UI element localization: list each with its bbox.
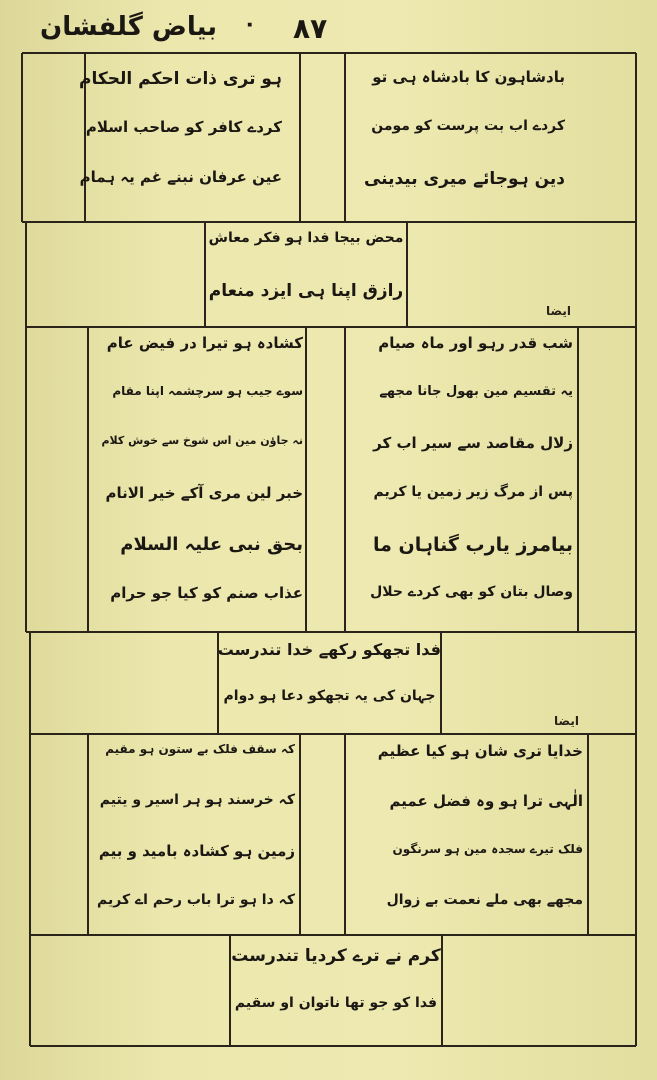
margin-note: ایضا xyxy=(554,714,579,728)
verse-line: وصال بتان کو بھی کردے حلال xyxy=(370,584,573,600)
verse-line: کہ خرسند ہو ہر اسیر و یتیم xyxy=(99,792,295,808)
verse-line: جہان کی یہ تجھکو دعا ہو دوام xyxy=(223,688,436,704)
verse-line: کردے اب بت پرست کو مومن xyxy=(371,118,565,134)
verse-line: بادشاہون کا بادشاہ ہی تو xyxy=(372,68,565,86)
verse-line: ہو تری ذات احکم الحکام xyxy=(79,69,282,89)
verse-line: کہ سقف فلک بے ستون ہو مقیم xyxy=(105,742,295,756)
verse-line: زمین ہو کشادہ بامید و بیم xyxy=(98,842,295,860)
verse-line: محض بیجا فدا ہو فکر معاش xyxy=(208,230,404,246)
verse-line: خدایا تری شان ہو کیا عظیم xyxy=(377,742,583,760)
book-title: بیاض گلفشان xyxy=(40,12,218,42)
verse-line: کرم نے ترے کردیا تندرست xyxy=(231,946,441,966)
verse-line: نہ جاؤن مین اس شوخ سے خوش کلام xyxy=(101,434,303,447)
verse-line: عین عرفان نبنے غم یہ ہمام xyxy=(79,168,282,186)
page-number: ٨٧ xyxy=(293,12,328,45)
verse-line: دین ہوجائے میری بیدینی xyxy=(363,169,565,189)
verse-line: رازق اپنا ہی ایزد منعام xyxy=(208,281,404,301)
verse-line: الٰہی ترا ہو وہ فضل عمیم xyxy=(389,792,583,810)
verse-line: مجھے بھی ملے نعمت بے زوال xyxy=(386,892,583,908)
verse-line: فدا کو جو تھا ناتوان او سقیم xyxy=(234,995,438,1011)
verse-line: کردے کافر کو صاحب اسلام xyxy=(85,118,282,136)
verse-line: پس از مرگ زیر زمین یا کریم xyxy=(373,484,573,500)
verse-line: فدا تجھکو رکھے خدا تندرست xyxy=(217,640,441,659)
verse-line: کہ دا ہو ترا باب رحم اے کریم xyxy=(97,892,295,908)
verse-line: خبر لین مری آکے خیر الانام xyxy=(105,484,303,502)
verse-line: یہ تقسیم مین بھول جانا مجھے xyxy=(379,384,573,399)
verse-line: سوے جیب ہو سرچشمہ اپنا مقام xyxy=(112,384,303,398)
margin-note: ایضا xyxy=(546,304,571,318)
verse-line: فلک تیرے سجدہ مین ہو سرنگون xyxy=(392,842,583,856)
verse-line: بیامرز یارب گناہان ما xyxy=(372,534,573,556)
verse-line: کشادہ ہو تیرا در فیض عام xyxy=(106,334,303,352)
verse-line: بحق نبی علیہ السلام xyxy=(120,534,303,555)
verse-line: شب قدر رہو اور ماہ صیام xyxy=(378,334,573,352)
header-dot: ٠ xyxy=(243,12,257,37)
verse-line: عذاب صنم کو کیا جو حرام xyxy=(110,584,303,602)
verse-line: زلال مقاصد سے سیر اب کر xyxy=(373,434,573,452)
